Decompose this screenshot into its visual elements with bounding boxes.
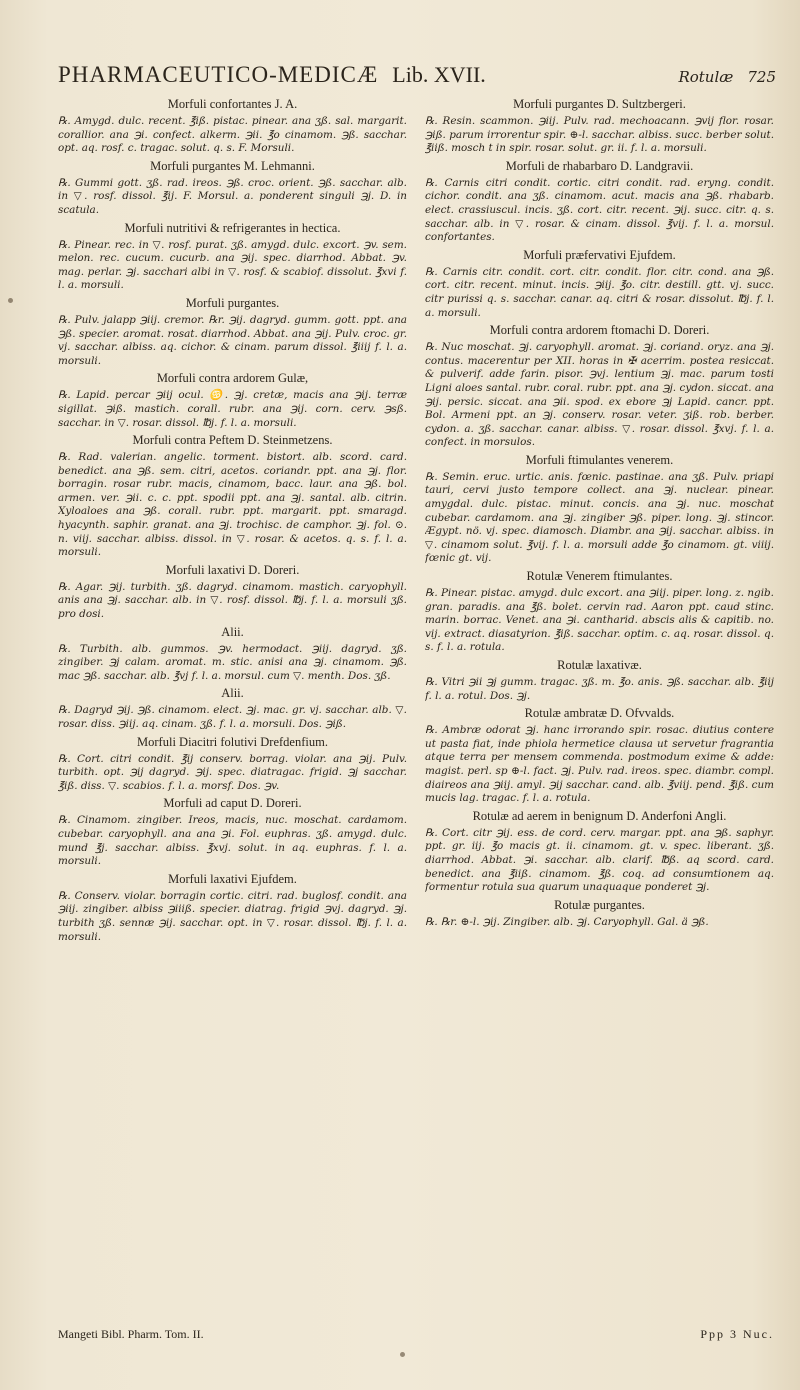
right-column <box>425 94 774 1324</box>
recipe-text: ℞. Carnis citri condit. cortic. citri condit. rad. eryng. condit. cichor. condit. ana ʒß. cinamom. acut. macis ana ℈ß. rhabarb. elect. crassiuscul. incis. ʒß. cort. citr. recent. ℈ij. succ. citr. q. s. sacchar. alb. in ▽. rosar. & cinam. dissol. ℥vij. f. l. a. morsul. confortantes. <box>425 176 774 244</box>
recipe-heading: Morfuli contra ardorem Gulæ, <box>156 371 309 386</box>
recipe-text: ℞. Ambræ odorat ℈j. hanc irrorando spir. rosac. diutius contere ut pasta fiat, inde phiola hermetice clausa ut servetur fragrantia atque terra per mensem commenda. postmodum exime & adde: magist. perl. sp ⊕-l. fact. ℈j. Pulv. rad. ireos. spec. diambr. compl. diaireos ana ℈iij. amyl. ℈ij sacchar. cand. alb. ℥viij. pend. ℥iß. cum mucis lag. tragac. f. l. a. rotula. <box>425 724 774 805</box>
page-header <box>58 62 776 96</box>
recipe-heading: Rotulæ ambratæ D. Ofvvalds. <box>524 706 675 721</box>
running-title: PHARMACEUTICO-MEDICÆ <box>58 62 379 87</box>
recipe-text: ℞. Resin. scammon. ℈iij. Pulv. rad. mechoacann. ℈vij flor. rosar. ℈iß. parum irrorentur spir. ⊕-l. sacchar. albiss. succ. berber solut. ℥iiß. mosch t in spir. rosar. solut. gr. ii. f. l. a. morsuli. <box>425 115 774 155</box>
recipe-text: ℞. Nuc moschat. ℈j. caryophyll. aromat. ℈j. coriand. oryz. ana ℈j. contus. macerentur per XII. horas in ✠ acerrim. postea resiccat. & pulverif. adde farin. pisor. ℈vj. lentium ℈j. mac. parum tosti Ligni aloes santal. rubr. coral. rubr. ppt. ana ℈j. cydon. siccat. ana ℈ij. persic. siccat. ana ℈ii. spod. ex ebore ℈j Lapid. cancr. ppt. Bol. Armeni ppt. an ℈j. conserv. rosar. veter. ʒiß. rob. berber. cydon. a. ʒß. sacchar. canar. albiss. ▽. rosar. dissol. ℥xvj. f. l. a. confect. in morsulos. <box>425 341 774 449</box>
recipe-heading: Rotulæ ad aerem in benignum D. Anderfoni Angli. <box>472 808 727 823</box>
recipe-heading: Morfuli ftimulantes venerem. <box>525 452 674 467</box>
recipe-text: ℞. Vitri ℈ii ℈j gumm. tragac. ʒß. m. ℥o. anis. ℈ß. sacchar. alb. ℥iij f. l. a. rotul. Dos. ℈j. <box>425 676 774 702</box>
recipe-heading: Morfuli ad caput D. Doreri. <box>163 796 302 811</box>
recipe-text: ℞. Pinear. pistac. amygd. dulc excort. ana ℈iij. piper. long. z. ngib. gran. paradis. ana ℥ß. bolet. cervin rad. Aaron ppt. caud stinc. marin. borrac. Venet. ana ℈i. cantharid. abscis alis & capitib. no. vij. extract. diasatyrion. ℥iß. sacchar. optim. c. aq. rosar. dissol. q. s. f. l. a. rotula. <box>425 587 774 654</box>
recipe-text: ℞. Pulv. jalapp ℈iij. cremor. ℞r. ℈ij. dagryd. gumm. gott. ppt. ana ℈ß. specier. aromat. rosat. diarrhod. Abbat. ana ℈ij. Pulv. croc. gr. vj. sacchar. albiss. aq. cichor. & cinam. parum dissol. ℥iiij f. l. a. morsuli. <box>58 313 407 367</box>
recipe-heading: Morfuli purgantes M. Lehmanni. <box>150 158 315 173</box>
recipe-text: ℞. Rad. valerian. angelic. torment. bistort. alb. scord. card. benedict. ana ℈ß. sem. citri, acetos. coriandr. ppt. ana ℈j. flor. borragin. rosar rubr. macis, cinamom, bacc. laur. ana ℈ß. bol. armen. ver. ℈ii. c. c. ppt. spodii ppt. ana ℈j. santal. alb. citrin. Xyloaloes ana ℈ß. corall. rubr. ppt. margarit. ppt. smaragd. hyacynth. saphir. granat. ana ℈j. trochisc. de camphor. ℈j. fol. ⊙. n. viij. sacchar. albiss. dissol. in ▽. rosar. & acetos. q. s. f. l. a. morsuli. <box>58 451 407 559</box>
recipe-heading: Rotulæ Venerem ftimulantes. <box>526 569 673 584</box>
text-columns <box>58 94 774 1324</box>
recipe-heading: Morfuli Diacitri folutivi Drefdenfium. <box>137 734 328 749</box>
recipe-text: ℞. Conserv. violar. borragin cortic. citri. rad. buglosf. condit. ana ℈iij. zingiber. albiss ℈iiiß. specier. diatrag. frigid ℈vj. dagryd. ℈j. turbith ʒß. sennæ ℈ij. sacchar. opt. in ▽. rosar. dissol. ℔j. f. l. a. morsuli. <box>58 889 407 943</box>
recipe-heading: Morfuli contra ardorem ftomachi D. Doreri. <box>489 323 710 338</box>
recipe-heading: Morfuli confortantes J. A. <box>167 97 298 111</box>
recipe-text: ℞. Dagryd ℈ij. ℈ß. cinamom. elect. ℈j. mac. gr. vj. sacchar. alb. ▽. rosar. diss. ℈iij. aq. cinam. ʒß. f. l. a. morsuli. Dos. ℈iß. <box>58 704 407 730</box>
recipe-text: ℞. Gummi gott. ʒß. rad. ireos. ℈ß. croc. orient. ℈ß. sacchar. alb. in ▽. rosf. dissol. ℥ij. F. Morsul. a. ponderent singuli ℈j. D. in scatula. <box>58 176 407 216</box>
recipe-text: ℞. Agar. ℈ij. turbith. ʒß. dagryd. cinamom. mastich. caryophyll. anis ana ℈j. sacchar. alb. in ▽. rosf. dissol. ℔j. f. l. a. morsuli ʒß. pro dosi. <box>58 580 407 621</box>
recipe-text: ℞. Pinear. rec. in ▽. rosf. purat. ʒß. amygd. dulc. excort. ℈v. sem. melon. rec. cucum. cucurb. ana ℈ij. spec. diarrhod. Abbat. ℈v. mag. perlar. ℈j. sacchari albi in ▽. rosf. & scabiof. dissolut. ℥xvi f. l. a. morsuli. <box>58 238 407 292</box>
recipe-text: ℞. Semin. eruc. urtic. anis. fœnic. pastinae. ana ʒß. Pulv. priapi tauri, cervi justo tempore collect. ana ℈j. nuclear. pinear. amygdal. dulc. pistac. minut. concis. ana ℈j. nuc. moschat cubebar. cardamom. ana ℈j. zingiber ℈ß. piper. long. ℈j. stincor. Ægypt. nö. vj. spec. diamosch. Diambr. ana ℈ij. sacchar. albiss. in ▽. cinamom solut. ℥vij. f. l. a. morsuli adde ℥o cinamom. gt. viiij. fœnic gt. vij. <box>425 470 774 565</box>
recipe-heading: Alii. <box>221 686 244 701</box>
footer-signature: Mangeti Bibl. Pharm. Tom. II. <box>58 1327 204 1341</box>
recipe-heading: Alii. <box>221 624 244 639</box>
recipe-text: ℞. Cort. citr ℈ij. ess. de cord. cerv. margar. ppt. ana ℈ß. saphyr. ppt. gr. iij. ℥o macis gt. ii. cinamom. gt. v. spec. liberant. ʒß. diarrhod. Abbat. ℈i. sacchar. alb. clarif. ℔ß. aq scord. card. benedict. ana ℥iiß. cinamom. ℥ß. coq. ad consumtionem aq. formentur rotula sua quarum unaquaque ponderet ℈j. <box>425 826 774 894</box>
recipe-heading: Rotulæ laxativæ. <box>557 658 642 672</box>
recipe-heading: Morfuli laxativi Ejufdem. <box>168 871 297 886</box>
page-footer <box>58 1327 774 1342</box>
recipe-text: ℞. ℞r. ⊕-l. ℈ij. Zingiber. alb. ℈j. Caryophyll. Gal. ä ℈ß. <box>425 915 709 928</box>
margin-mark <box>400 1352 405 1357</box>
recipe-heading: Rotulæ purgantes. <box>554 897 645 912</box>
recipe-text: ℞. Carnis citr. condit. cort. citr. condit. flor. citr. cond. ana ℈ß. cort. citr. recent. minut. incis. ℈iij. ℥o. citr. destill. gtt. vj. succ. citr purissi q. s. sacchar. canar. aq. citri & rosar. dissolut. ℔j. f. l. a. morsuli. <box>425 265 774 319</box>
recipe-heading: Morfuli nutritivi & refrigerantes in hectica. <box>124 220 341 235</box>
recipe-text: ℞. Cinamom. zingiber. Ireos, macis, nuc. moschat. cardamom. cubebar. caryophyll. ana ana ℈i. Fol. euphras. ʒß. amygd. dulc. mund ℥j. sacchar. albiss. ℥xvj. solut. in aq. euphras. f. l. a. morsuli. <box>58 814 407 868</box>
recipe-text: ℞. Turbith. alb. gummos. ℈v. hermodact. ℈iij. dagryd. ʒß. zingiber. ℈j calam. aromat. m. stic. anisi ana ℈j. cinamom. ℈ß. mac ℈ß. sacchar. alb. ℥vj f. l. a. morsul. cum ▽. menth. Dos. ʒß. <box>58 642 407 682</box>
recipe-heading: Morfuli purgantes. <box>185 295 280 310</box>
page-number: 725 <box>747 68 776 86</box>
book-number: Lib. XVII. <box>392 62 486 87</box>
section-title: Rotulæ <box>678 68 734 86</box>
recipe-text: ℞. Lapid. percar ℈iij ocul. ♋. ℈j. cretæ, macis ana ℈ij. terræ sigillat. ℈iß. mastich. corall. rubr. ana ℈ij. corn. cerv. ℈sß. sacchar. in ▽. rosar. dissol. ℔j. f. l. a. morsuli. <box>58 389 407 429</box>
recipe-text: ℞. Cort. citri condit. ℥ij conserv. borrag. violar. ana ℈ij. Pulv. turbith. opt. ℈ij dagryd. ℈ij. spec. diatragac. frigid. ℈j sacchar. ℥iß. diss. ▽. scabios. f. l. a. morsf. Dos. ℈v. <box>58 752 407 792</box>
recipe-heading: Morfuli laxativi D. Doreri. <box>165 562 300 577</box>
recipe-heading: Morfuli de rhabarbaro D. Landgravii. <box>505 158 694 173</box>
recipe-heading: Morfuli præfervativi Ejufdem. <box>523 247 676 262</box>
footer-catchword: Ppp 3 Nuc. <box>700 1327 774 1341</box>
left-column <box>58 94 411 1324</box>
recipe-text: ℞. Amygd. dulc. recent. ℥iß. pistac. pinear. ana ʒß. sal. margarit. corallior. ana ℈i. confect. alkerm. ℈ii. ℥o cinamom. ℈ß. sacchar. opt. aq. rosf. c. tragac. solut. q. s. F. Morsuli. <box>58 115 407 155</box>
margin-mark <box>8 298 13 303</box>
recipe-heading: Morfuli contra Peftem D. Steinmetzens. <box>132 433 333 448</box>
recipe-heading: Morfuli purgantes D. Sultzbergeri. <box>513 97 686 111</box>
